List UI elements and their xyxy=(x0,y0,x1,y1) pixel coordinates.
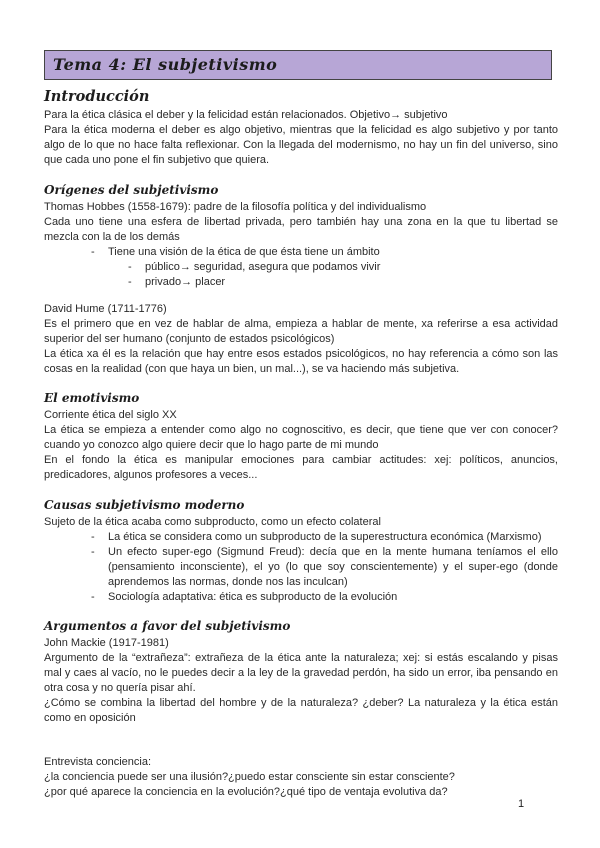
heading-argumentos: Argumentos a favor del subjetivismo xyxy=(44,619,291,633)
causas-line-1: Sujeto de la ética acaba como subproducto, como un efecto colateral xyxy=(44,516,381,528)
bullet-dash: - xyxy=(91,246,95,258)
origenes-line-6: superior del ser humano (conjunto de estados psicológicos) xyxy=(44,333,335,345)
origenes-line-7: La ética xa él es la relación que hay entre esos estados psicológicos, no hay referencia a cómo son las xyxy=(44,348,558,360)
entrevista-line-2: ¿la conciencia puede ser una ilusión?¿puedo estar consciente sin estar consciente? xyxy=(44,771,455,783)
origenes-line-8: cosas en la realidad (con que haya un bien, un mal...), se va haciendo más subjetiva. xyxy=(44,363,460,375)
heading-origenes: Orígenes del subjetivismo xyxy=(44,183,219,197)
heading-introduccion: Introducción xyxy=(44,88,150,105)
argumentos-line-2: Argumento de la “extrañeza”: extrañeza de la ética ante la naturaleza; xej: si estás escalando y pisas xyxy=(44,652,558,664)
causas-bullet-1: La ética se considera como un subproducto de la superestructura económica (Marxismo) xyxy=(108,531,542,543)
emotivismo-line-4: En el fondo la ética es manipular emociones para cambiar actitudes: xej: políticos, anuncios, xyxy=(44,454,558,466)
page-number: 1 xyxy=(518,798,525,810)
causas-bullet-2a: Un efecto super-ego (Sigmund Freud): decía que en la mente humana teníamos el ello xyxy=(108,546,558,558)
bullet-dash: - xyxy=(128,276,132,288)
title-box xyxy=(44,50,552,80)
bullet-dash: - xyxy=(91,531,95,543)
argumentos-line-1: John Mackie (1917-1981) xyxy=(44,637,169,649)
origenes-line-2: Cada uno tiene una esfera de libertad privada, pero también hay una zona en la que tu libertad se xyxy=(44,216,558,228)
argumentos-line-6: como en oposición xyxy=(44,712,136,724)
causas-bullet-2b: (pensamiento inconsciente), el yo (lo que soy conscientemente) y el super-ego (donde xyxy=(108,561,558,573)
argumentos-line-5: ¿Cómo se combina la libertad del hombre y de la naturaleza? ¿deber? La naturaleza y la ética están xyxy=(44,697,558,709)
heading-causas: Causas subjetivismo moderno xyxy=(44,498,245,512)
origenes-bullet-1: Tiene una visión de la ética de que ésta tiene un ámbito xyxy=(108,246,380,258)
origenes-line-5: Es el primero que en vez de hablar de alma, empieza a hablar de mente, xa referirse a esa actividad xyxy=(44,318,558,330)
emotivismo-line-3: cuando yo conozco algo quiere decir que lo hago parte de mi mundo xyxy=(44,439,379,451)
causas-bullet-2c: aprendemos las normas, donde nos las inculcan) xyxy=(108,576,348,588)
entrevista-line-1: Entrevista conciencia: xyxy=(44,756,151,768)
bullet-dash: - xyxy=(128,261,132,273)
page-title: Tema 4: El subjetivismo xyxy=(53,55,278,74)
origenes-line-1: Thomas Hobbes (1558-1679): padre de la filosofía política y del individualismo xyxy=(44,201,427,213)
argumentos-line-4: otra cosa y no quería pisar ahí. xyxy=(44,682,196,694)
emotivismo-line-1: Corriente ética del siglo XX xyxy=(44,409,177,421)
origenes-sub-1: público→ seguridad, asegura que podamos vivir xyxy=(145,261,381,273)
emotivismo-line-5: predicadores, algunos profesores a veces... xyxy=(44,469,258,481)
entrevista-line-3: ¿por qué aparece la conciencia en la evolución?¿qué tipo de ventaja evolutiva da? xyxy=(44,786,448,798)
origenes-line-4: David Hume (1711-1776) xyxy=(44,303,167,315)
bullet-dash: - xyxy=(91,591,95,603)
emotivismo-line-2: La ética se empieza a entender como algo no cognoscitivo, es decir, que tiene que ver con conocer? xyxy=(44,424,558,436)
intro-line-1: Para la ética clásica el deber y la felicidad están relacionados. Objetivo→ subjetivo xyxy=(44,109,448,121)
intro-line-3: algo de lo que no hace falta reflexionar. Con la llegada del modernismo, no hay un fin del universo, sino xyxy=(44,139,558,151)
origenes-sub-2: privado→ placer xyxy=(145,276,226,288)
argumentos-line-3: mal y caes al vacío, no le puedes decir a la ley de la gravedad perdón, ha sido un error, iba pensando en xyxy=(44,667,558,679)
causas-bullet-3: Sociología adaptativa: ética es subproducto de la evolución xyxy=(108,591,398,603)
intro-line-2: Para la ética moderna el deber es algo objetivo, mientras que la felicidad es algo subjetivo y por tanto xyxy=(44,124,558,136)
intro-line-4: que cada uno pone el fin subjetivo que quiera. xyxy=(44,154,270,166)
heading-emotivismo: El emotivismo xyxy=(44,391,140,405)
bullet-dash: - xyxy=(91,546,95,558)
origenes-line-3: mezcla con la de los demás xyxy=(44,231,180,243)
